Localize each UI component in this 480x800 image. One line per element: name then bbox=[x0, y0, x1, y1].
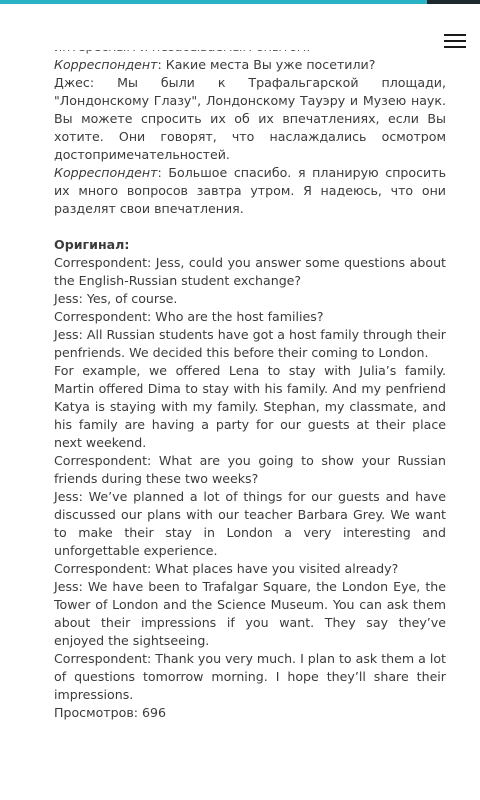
speech-text: : Большое спасибо. я планирую спросить их много вопросов завтра утром. Я надеюсь, что они разделят свои впечатления. bbox=[54, 165, 446, 216]
original-line: Jess: All Russian students have got a host family through their penfriends. We decided this before their coming to London. bbox=[54, 327, 446, 360]
original-line: Jess: We have been to Trafalgar Square, the London Eye, the Tower of London and the Science Museum. You can ask them about their impressions if you want. They say they’ve enjoyed the sightseeing. bbox=[54, 579, 446, 648]
original-heading: Оригинал: bbox=[54, 237, 130, 252]
original-line: Correspondent: Thank you very much. I plan to ask them a lot of questions tomorrow morning. I hope they’ll share their impressions. bbox=[54, 651, 446, 702]
ru-thanks bbox=[54, 164, 446, 218]
original-line: Jess: We’ve planned a lot of things for our guests and have discussed our plans with our teacher Barbara Grey. We want to make their stay in London a very interesting and unforgettable experience. bbox=[54, 489, 446, 558]
original-line: Correspondent: Jess, could you answer some questions about the English-Russian student exchange? bbox=[54, 255, 446, 288]
speaker-label: Корреспондент bbox=[54, 57, 158, 72]
original-line: For example, we offered Lena to stay with Julia’s family. Martin offered Dima to stay with his family. And my penfriend Katya is staying with my family. Stephan, my classmate, and his family are having a party for our guests at their place next weekend. bbox=[54, 363, 446, 450]
original-line: Jess: Yes, of course. bbox=[54, 291, 178, 306]
reading-progress-bar bbox=[0, 0, 480, 4]
view-count: Просмотров: 696 bbox=[54, 705, 167, 720]
hamburger-menu-icon bbox=[444, 34, 466, 48]
article-content bbox=[54, 38, 446, 722]
ru-answer-visited: Джес: Мы были к Трафальгарской площади, "Лондонскому Глазу", Лондонскому Тауэру и Музею наук. Вы можете спросить их об их впечатлениях, если Вы хотите. Они говорят, что наслаждались осмотром достопримечательностей. bbox=[54, 75, 446, 162]
original-line: Correspondent: What are you going to show your Russian friends during these two weeks? bbox=[54, 453, 446, 486]
speech-text: : Какие места Вы уже посетили? bbox=[157, 57, 376, 72]
original-line: Correspondent: What places have you visited already? bbox=[54, 561, 399, 576]
ru-question-visited bbox=[54, 56, 446, 74]
original-line: Correspondent: Who are the host families? bbox=[54, 309, 324, 324]
menu-button[interactable] bbox=[444, 34, 466, 50]
top-header bbox=[0, 4, 480, 50]
speaker-label: Корреспондент bbox=[54, 165, 158, 180]
reading-progress-fill bbox=[0, 0, 427, 4]
